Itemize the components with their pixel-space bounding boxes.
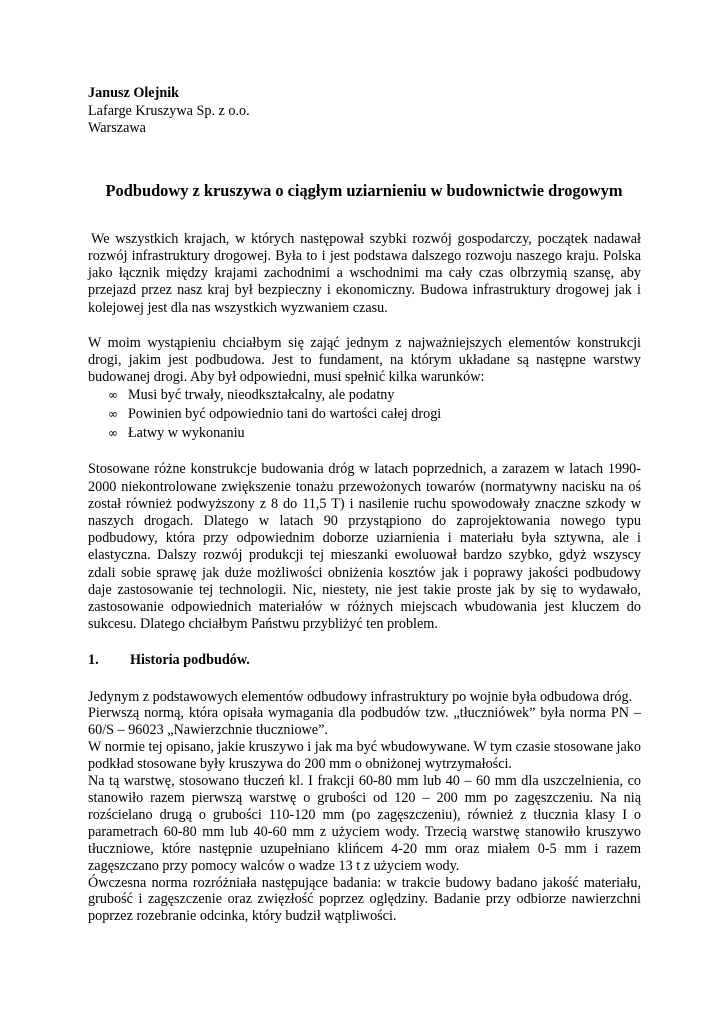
author-block [88, 85, 641, 138]
document-page [88, 85, 641, 925]
section-heading [88, 652, 641, 669]
history-paragraph: Na tą warstwę, stosowano tłuczeń kl. I frakcji 60-80 mm lub 40 – 60 mm dla uszczelnienia, co stanowiło razem pierwszą warstwę o grubości od 120 – 200 mm po zagęszczeniu. Na nią rozścielano drugą o grubości 110-120 mm (po zagęszczeniu), również z tłucznia klasy I o parametrach 60-80 mm lub 40-60 mm z użyciem wody. Trzecią warstwę stanowiło kruszywo tłuczniowe, które następnie uzupełniano klińcem 4-20 mm oraz miałem 0-5 mm i razem zagęszczano przy pomocy walców o wadze 13 t z użyciem wody. [88, 773, 641, 874]
list-item-text: Łatwy w wykonaniu [128, 425, 245, 442]
history-paragraph: Ówczesna norma rozróżniała następujące badania: w trakcie budowy badano jakość materiału, grubość i zagęszczenie oraz zwięzłość poprzez oględziny. Badanie przy odbiorze nawierzchni poprzez rozebranie odcinka, który budził wątpliwości. [88, 874, 641, 925]
infinity-bullet-icon: ∞ [108, 426, 118, 441]
history-paragraph: W normie tej opisano, jakie kruszywo i jak ma być wbudowywane. W tym czasie stosowane jako podkład stosowane były kruszywa do 200 mm o obniżonej wytrzymałości. [88, 739, 641, 773]
second-paragraph: W moim wystąpieniu chciałbym się zająć jednym z najważniejszych elementów konstrukcji drogi, jakim jest podbudowa. Jest to fundament, na którym układane są następne warstwy budowanej drogi. Aby był odpowiedni, musi spełnić kilka warunków: [88, 334, 641, 386]
section-title: Historia podbudów. [130, 652, 250, 669]
author-company: Lafarge Kruszywa Sp. z o.o. [88, 102, 250, 119]
requirements-list [108, 386, 641, 443]
author-city: Warszawa [88, 120, 146, 136]
third-paragraph: Stosowane różne konstrukcje budowania dróg w latach poprzednich, a zarazem w latach 1990-2000 niekontrolowane zwiększenie tonażu przewożonych towarów (normatywny nacisku na oś został również podwyższony z 8 do 11,5 T) i nasilenie ruchu spowodowały znaczne szkody w naszych drogach. Dlatego w latach 90 przystąpiono do zaprojektowania nowego typu podbudowy, która przy odpowiednim doborze uziarnienia i materiału była sztywna, ale i elastyczna. Dalszy rozwój produkcji tej mieszanki ewoluował bardzo szybko, gdyż wszyscy zdali sobie sprawę jak duże możliwości obniżenia kosztów jak i poprawy jakości podbudowy daje zastosowanie tej technologii. Nic, niestety, nie jest takie proste jak by się to wydawało, zastosowanie odpowiednich materiałów w różnych miejscach wbudowania jest kluczem do sukcesu. Dlatego chciałbym Państwu przybliżyć ten problem. [88, 461, 641, 633]
infinity-bullet-icon: ∞ [108, 388, 118, 403]
list-item [108, 424, 641, 443]
list-item [108, 386, 641, 405]
list-item [108, 405, 641, 424]
author-name: Janusz Olejnik [88, 85, 180, 101]
history-paragraph: Pierwszą normą, która opisała wymagania dla podbudów tzw. „tłuczniówek” była norma PN – 60/S – 96023 „Nawierzchnie tłuczniowe”. [88, 705, 641, 739]
history-section [88, 689, 641, 926]
list-item-text: Musi być trwały, nieodkształcalny, ale podatny [128, 387, 395, 404]
section-number: 1. [88, 652, 99, 669]
list-item-text: Powinien być odpowiednio tani do wartości całej drogi [128, 406, 442, 423]
document-title: Podbudowy z kruszywa o ciągłym uziarnieniu w budownictwie drogowym [105, 180, 623, 200]
infinity-bullet-icon: ∞ [108, 407, 118, 422]
history-paragraph: Jedynym z podstawowych elementów odbudowy infrastruktury po wojnie była odbudowa dróg. [88, 688, 633, 705]
intro-paragraph: We wszystkich krajach, w których następował szybki rozwój gospodarczy, początek nadawał rozwój infrastruktury drogowej. Była to i jest podstawa dalszego rozwoju naszego kraju. Polska jako łącznik między krajami zachodnimi a wschodnimi ma cały czas olbrzymią szansę, aby przejazd przez nasz kraj był bezpieczny i ekonomiczny. Budowa infrastruktury drogowej jak i kolejowej jest dla nas wszystkich wyzwaniem czasu. [88, 230, 641, 316]
